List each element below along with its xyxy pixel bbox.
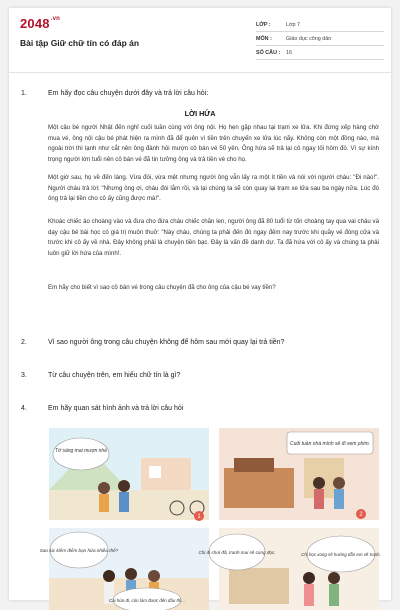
document-page: $2048^{.vn}$ Bài tập Giữ chữ tín có đáp án LỚP : Lớp 7 MÔN : Giáo dục công dân SỐ CÂU : 16 1. Em hãy đọc câu chuyện dưới đây và trả lời câu hỏi: LỜI HỨA Một cậu bé người Nhật đến nghỉ cuối tuần cùng với ông nội. Họ hẹn gặp nhau tại trạm xe lửa. Khi đứng xếp hàng chờ mua vé, ông nội cậu bé phát hiện ra mình đã để quên ví tiền trên chuyến xe lửa lúc nãy. Không còn một đồng nào, mà ngoài trời thì lạnh như cắt nên ông đành hỏi mượn cô bán vé 50 yên. Ông hứa sẽ trả lại cô ngay tối hôm đó. Vì sự kính trọng người lớn tuổi nên cô bán vé đã tin tưởng ông và trả tiền vé cho họ. Một giờ sau, họ về đến làng. Vừa đói, vừa mệt nhưng người ông vẫn lấy ra một ít tiền và nói với người cháu: "Đi nào!". Người cháu trả lời: "Nhưng ông ơi, cháu đói lắm rồi, và lại chúng ta sẽ còn quay lại trạm xe lửa sau ba ngày nữa. Lúc đó ông trả lại tiền cho cô ấy cũng được mà!". Khoác chiếc áo choàng vào và đưa cho đứa cháu chiếc chăn len, người ông đã 80 tuổi từ tốn choàng tay qua vai cháu và dạy cậu bé bài học có giá trị muôn thuở: "Này cháu, chúng ta phải đến đó ngay đêm nay trước khi quầy vé đóng cửa và trước khi cô ấy về nhà. Đây không phải là chuyện tiền bạc. Đây là vấn đề danh dự. Ta đã hứa với cô ấy và chúng ta phải luôn giữ lời hứa của mình!. Em hãy cho biết vì sao cô bán vé trong câu chuyện đã cho ông của cậu bé vay tiền? 2. Vì sao người ông trong câu chuyện không để hôm sau mới quay lại trả tiền? 3. Từ câu chuyện trên, em hiểu chữ tín là gì? 4. Em hãy quan sát hình ảnh và trả lời câu hỏi 1 2 Tớ sáng mai mượn nhé Cuối tuần nhà mình sẽ đi xem phim. Sao lúc kiếm điểm bạn hứa nhiều thế? Chị đi chơi đã, tranh mai sẽ cùng đọc. Chị học xong sẽ hướng dẫn em vẽ tranh. Cái hứa đi, còn làm được đến đâu thì...: [9, 8, 391, 600]
svg-text:Cuối tuần nhà mình sẽ đi xem p: Cuối tuần nhà mình sẽ đi xem phim.: [289, 441, 371, 447]
story-paragraph: Một cậu bé người Nhật đến nghỉ cuối tuần cùng với ông nội. Họ hẹn gặp nhau tại trạm xe lửa. Khi đứng xếp hàng chờ mua vé, ông nội cậu bé phát hiện ra mình đã để quên ví tiền trên chuyến xe lửa lúc nãy. Không còn một đồng nào, mà ngoài trời thì lạnh như cắt nên ông đành hỏi mượn cô bán vé 50 yên. Ông hứa sẽ trả lại cô ngay tối hôm đó. Vì sự kính trọng người lớn tuổi nên cô bán vé đã tin tưởng ông và trả tiền vé cho họ.: [48, 124, 379, 163]
svg-text:Cái hứa đi, còn làm được đến đ: Cái hứa đi, còn làm được đến đâu thì...: [108, 598, 186, 603]
panel-number: 2: [359, 512, 363, 518]
site-logo[interactable]: $2048^{.vn}$: [20, 16, 61, 31]
person-figure: [98, 482, 110, 494]
svg-text:Chị học xong sẽ hướng dẫn em v: Chị học xong sẽ hướng dẫn em vẽ tranh.: [301, 552, 381, 557]
header-divider: [9, 72, 391, 73]
speech-bubble: [287, 432, 373, 454]
story-question: Em hãy cho biết vì sao cô bán vé trong câu chuyện đã cho ông của cậu bé vay tiền?: [48, 284, 276, 291]
panel-number: 1: [197, 514, 201, 520]
meta-subject: MÔN : Giáo dục công dân: [256, 32, 384, 46]
document-meta: [256, 18, 384, 60]
illustration-panels: [39, 428, 381, 610]
story-title: LỜI HỨA: [184, 109, 216, 118]
person-figure: [118, 480, 130, 492]
speech-bubble: [53, 438, 109, 470]
meta-question-count: SỐ CÂU : 16: [256, 46, 384, 60]
svg-text:Tớ sáng mai mượn nhé: Tớ sáng mai mượn nhé: [54, 448, 108, 454]
document-header: [9, 8, 391, 72]
story-paragraph: Khoác chiếc áo choàng vào và đưa cho đứa cháu chiếc chăn len, người ông đã 80 tuổi từ tốn choàng tay qua vai cháu và dạy cậu bé bài học có giá trị muôn thuở: "Này cháu, chúng ta phải đến đó ngay đêm nay trước khi quầy vé đóng cửa và trước khi cô ấy về nhà. Đây không phải là chuyện tiền bạc. Đây là vấn đề danh dự. Ta đã hứa với cô ấy và chúng ta phải luôn giữ lời hứa của mình!.: [48, 218, 379, 257]
svg-text:Chị đi chơi đã, tranh mai sẽ c: Chị đi chơi đã, tranh mai sẽ cùng đọc.: [198, 550, 276, 555]
story-paragraph: Một giờ sau, họ về đến làng. Vừa đói, vừa mệt nhưng người ông vẫn lấy ra một ít tiền và nói với người cháu: "Đi nào!". Người cháu trả lời: "Nhưng ông ơi, cháu đói lắm rồi, và lại chúng ta sẽ còn quay lại trạm xe lửa sau ba ngày nữa. Lúc đó ông trả lại tiền cho cô ấy cũng được mà!".: [48, 174, 379, 202]
meta-class: LỚP : Lớp 7: [256, 18, 384, 32]
svg-text:Sao lúc kiếm điểm bạn hứa nhiề: Sao lúc kiếm điểm bạn hứa nhiều thế?: [39, 548, 119, 553]
document-title: Bài tập Giữ chữ tín có đáp án: [20, 38, 140, 48]
